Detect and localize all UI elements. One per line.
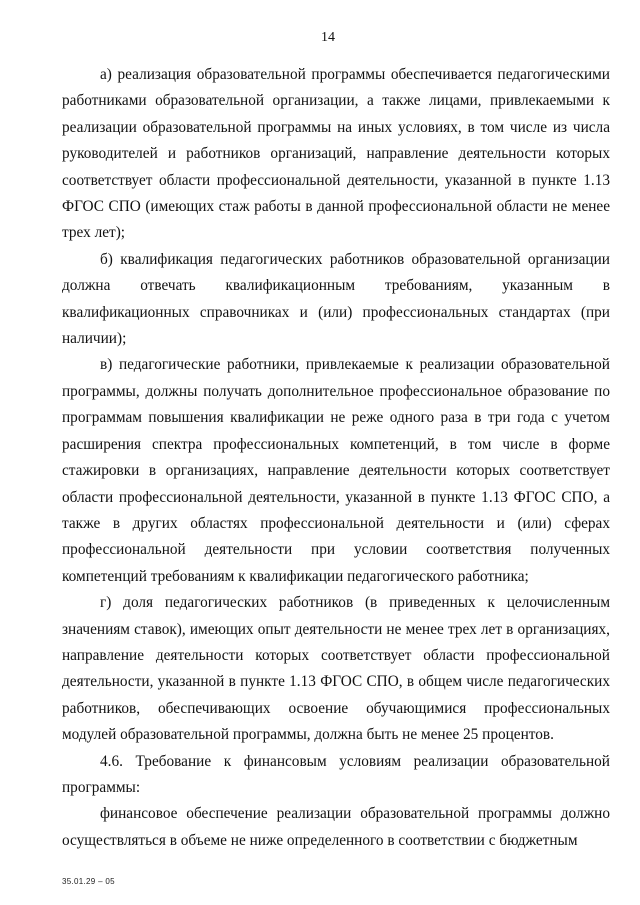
section-4-6-heading: 4.6. Требование к финансовым условиям реализации образовательной программы: [62, 752, 610, 796]
paragraph-g: г) доля педагогических работников (в приведенных к целочисленным значениям ставок), имеющих опыт деятельности не менее трех лет в организациях, направление деятельности которых соответствует области профессиональной деятельности, указанной в пункте 1.13 ФГОС СПО, в общем числе педагогических работников, обеспечивающих освоение обучающимися профессиональных модулей образовательной программы, должна быть не менее 25 процентов. [62, 594, 610, 744]
paragraph-a: а) реализация образовательной программы обеспечивается педагогическими работниками образовательной организации, а также лицами, привлекаемыми к реализации образовательной программы на иных условиях, в том числе из числа руководителей и работников организаций, направление деятельности которых соответствует области профессиональной деятельности, указанной в пункте 1.13 ФГОС СПО (имеющих стаж работы в данной профессиональной области не менее трех лет); [62, 66, 610, 242]
paragraph-b: б) квалификация педагогических работников образовательной организации должна отвечать квалификационным требованиям, указанным в квалификационных справочниках и (или) профессиональных стандартах (при наличии); [62, 250, 610, 348]
document-code: 35.01.29 – 05 [62, 877, 115, 886]
paragraph-v: в) педагогические работники, привлекаемые к реализации образовательной программы, должны получать дополнительное профессиональное образование по программам повышения квалификации не реже одного раза в три года с учетом расширения спектра профессиональных компетенций, в том числе в форме стажировки в организациях, направление деятельности которых соответствует области профессиональной деятельности, указанной в пункте 1.13 ФГОС СПО, а также в других областях профессиональной деятельности и (или) сферах профессиональной деятельности при условии соответствия полученных компетенций требованиям к квалификации педагогического работника; [62, 356, 610, 585]
paragraph-financing: финансовое обеспечение реализации образовательной программы должно осуществляться в объеме не ниже определенного в соответствии с бюджетным [62, 805, 610, 849]
document-body [62, 62, 610, 854]
page-number: 14 [321, 30, 335, 45]
